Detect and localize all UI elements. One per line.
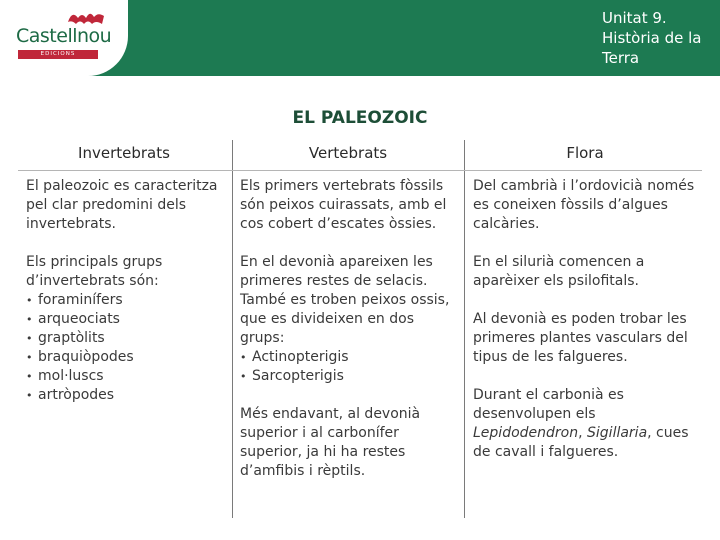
list-item: • Sarcopterigis: [240, 367, 458, 386]
list-item: • graptòlits: [26, 329, 226, 348]
flora-cell: [473, 177, 698, 462]
header: [0, 0, 720, 76]
text-span: ,: [578, 425, 588, 441]
list-item: • Actinopterigis: [240, 348, 458, 367]
column-heading-flora: Flora: [566, 144, 604, 162]
logo-subtitle: EDICIONS: [18, 50, 98, 59]
paragraph: Del cambrià i l’ordovicià només es coneixen fòssils d’algues calcàries.: [473, 178, 695, 232]
list-item: • foraminífers: [26, 291, 226, 310]
column-heading-vertebrats: Vertebrats: [308, 144, 388, 162]
text-span: Durant el carbonià es desenvolupen els: [473, 387, 624, 422]
header-rule: [18, 170, 702, 171]
italic-term: Lepidodendron: [473, 425, 579, 441]
list-item: • artròpodes: [26, 386, 226, 405]
list-item: • braquiòpodes: [26, 348, 226, 367]
paragraph: En el devonià apareixen les primeres restes de selacis. També es troben peixos ossis, que es divideixen en dos grups:: [240, 254, 450, 346]
list-item: • arqueociats: [26, 310, 226, 329]
paragraph: Més endavant, al devonià superior i al carbonífer superior, ja hi ha restes d’amfibis i rèptils.: [240, 406, 421, 479]
column-heading-invertebrats: Invertebrats: [78, 144, 170, 162]
column-divider: [232, 140, 233, 518]
vertebrate-group-list: [240, 348, 458, 386]
paragraph: En el silurià comencen a aparèixer els psilofitals.: [473, 254, 645, 289]
paragraph: El paleozoic es caracteritza pel clar predomini dels invertebrats.: [26, 178, 218, 232]
paragraph: Al devonià es poden trobar les primeres plantes vasculars del tipus de les falgueres.: [473, 311, 688, 365]
unit-title: Unitat 9. Història de la Terra: [602, 9, 702, 67]
invertebrats-cell: [26, 177, 226, 405]
text-span: , cues de cavall i falgueres.: [473, 425, 689, 460]
paragraph: Els primers vertebrats fòssils són peixos cuirassats, amb el cos cobert d’escates òssies.: [240, 178, 447, 232]
list-item: • mol·luscs: [26, 367, 226, 386]
logo: [0, 0, 128, 76]
logo-text: Castellnou: [16, 25, 112, 47]
column-divider: [464, 140, 465, 518]
vertebrats-cell: [240, 177, 458, 481]
page-title: EL PALEOZOIC: [292, 108, 428, 128]
paragraph: Els principals grups d’invertebrats són:: [26, 254, 163, 289]
italic-term: Sigillaria: [587, 425, 648, 441]
paragraph: [473, 386, 698, 462]
invertebrate-list: [26, 291, 226, 405]
